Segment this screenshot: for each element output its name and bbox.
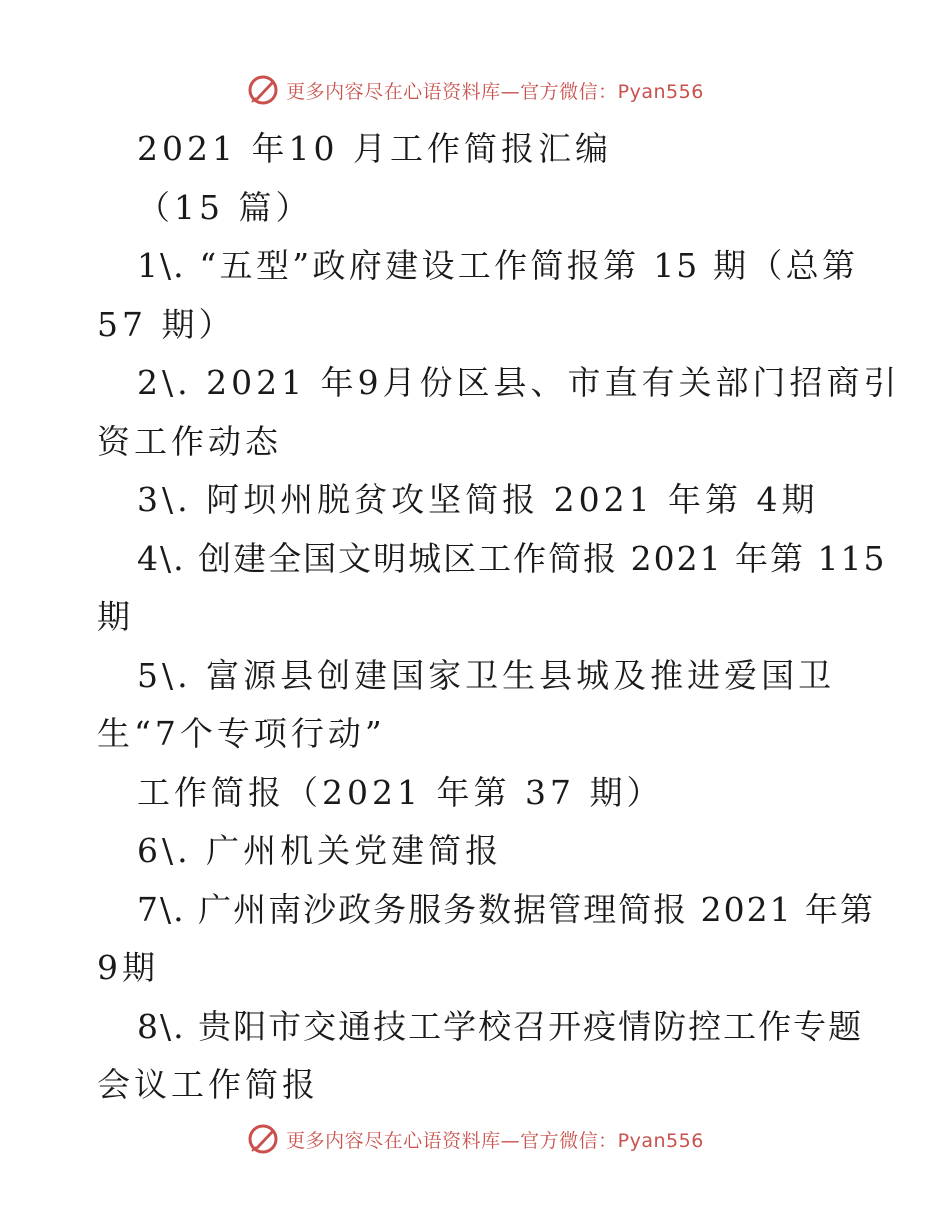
quill-seal-logo-icon — [246, 73, 280, 107]
quill-seal-logo-icon — [246, 1122, 280, 1156]
toc-line-12: 7\. 广州南沙政务服务数据管理简报 2021 年第 — [137, 889, 876, 929]
toc-line-4: 资工作动态 — [97, 421, 282, 461]
toc-line-15: 会议工作简报 — [97, 1065, 319, 1104]
toc-line-8: 5\. 富源县创建国家卫生县城及推进爱国卫 — [137, 655, 836, 695]
document-title: 2021 年10 月工作简报汇编 — [137, 129, 612, 168]
watermark-header — [0, 70, 950, 110]
toc-line-3: 2\. 2021 年9月份区县、市直有关部门招商引 — [137, 363, 901, 402]
toc-line-5: 3\. 阿坝州脱贫攻坚简报 2021 年第 4期 — [137, 480, 819, 519]
toc-line-9: 生“7个专项行动” — [97, 714, 386, 753]
toc-line-14: 8\. 贵阳市交通技工学校召开疫情防控工作专题 — [137, 1006, 864, 1046]
toc-line-1: 1\. “五型”政府建设工作简报第 15 期（总第 — [137, 246, 857, 285]
toc-line-2: 57 期） — [97, 304, 236, 344]
watermark-text: 更多内容尽在心语资料库—官方微信：Pyan556 — [286, 80, 704, 103]
toc-line-11: 6\. 广州机关党建简报 — [137, 831, 503, 870]
toc-line-6: 4\. 创建全国文明城区工作简报 2021 年第 115 — [137, 538, 887, 578]
watermark-text: 更多内容尽在心语资料库—官方微信：Pyan556 — [286, 1129, 704, 1152]
document-subtitle: （15 篇） — [137, 187, 313, 227]
toc-line-10: 工作简报（2021 年第 37 期） — [137, 772, 664, 812]
document-body — [97, 120, 901, 1115]
watermark-footer — [0, 1119, 950, 1159]
toc-line-13: 9期 — [97, 948, 159, 987]
toc-line-7: 期 — [97, 597, 134, 636]
